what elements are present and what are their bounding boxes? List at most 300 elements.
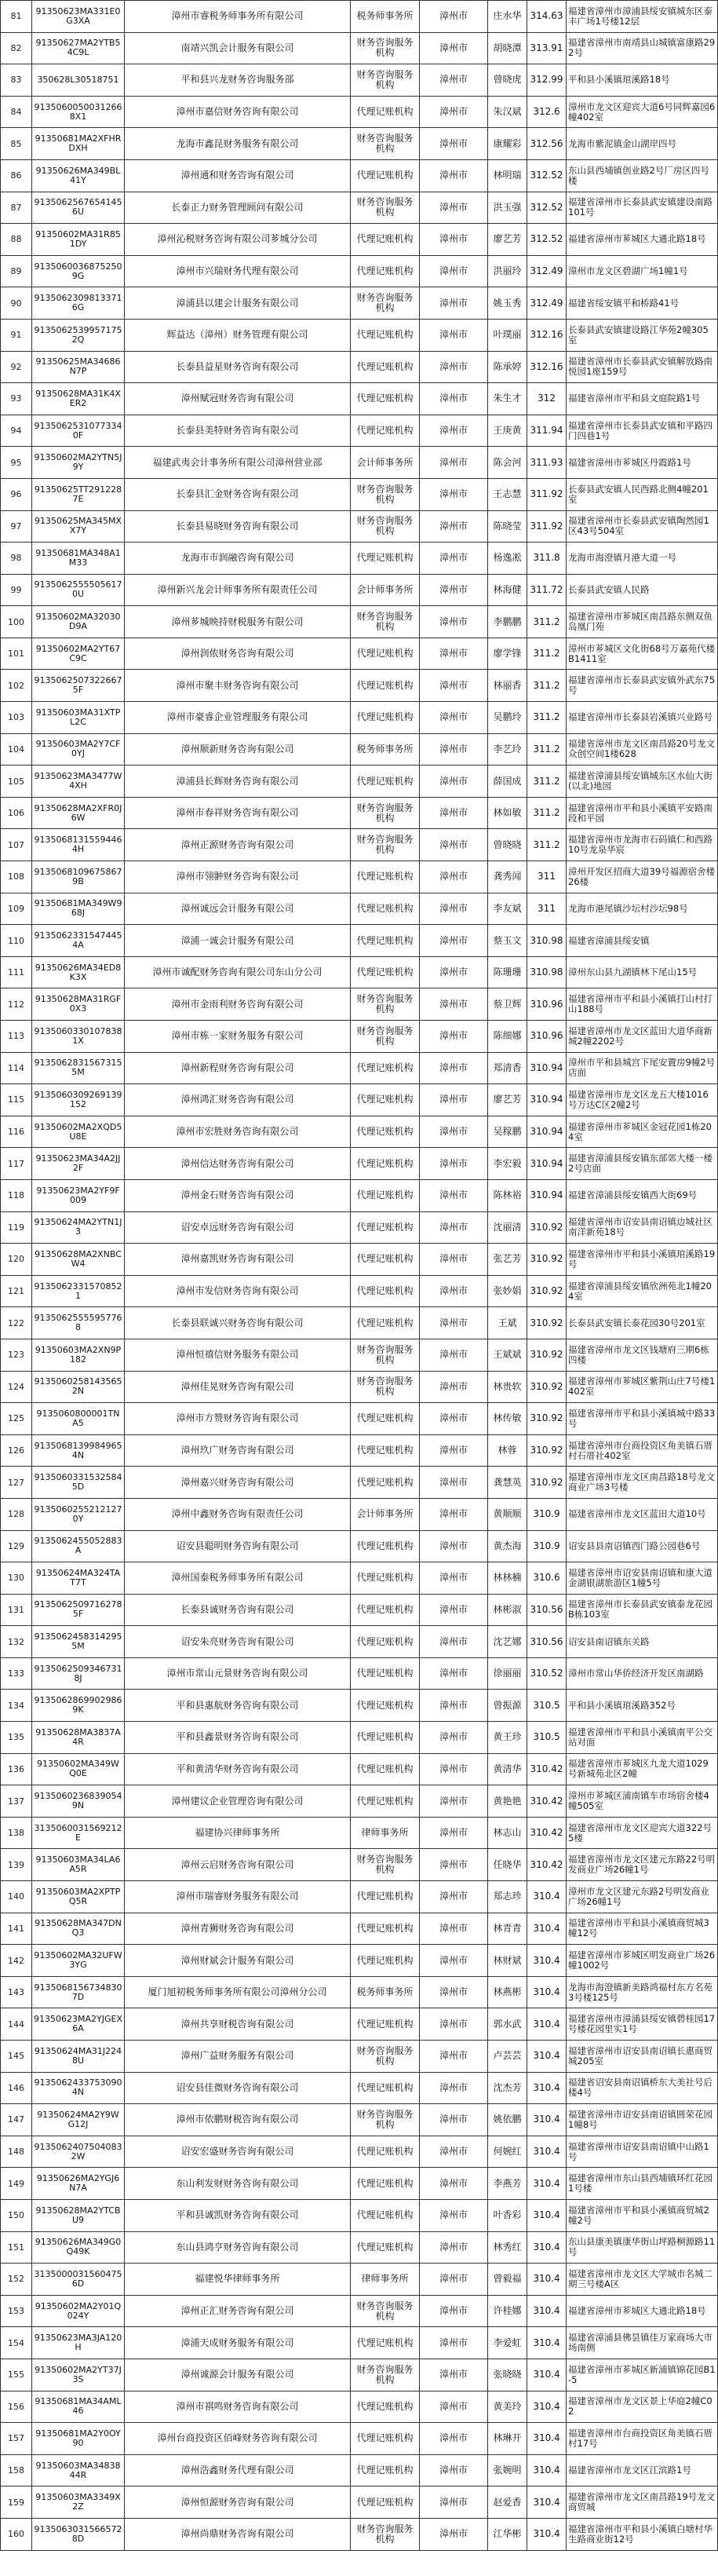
row-number-cell: 81 [1,1,32,33]
organization-name-cell: 漳州共享财税咨询有限公司 [125,2008,351,2041]
table-row [1,1021,718,1053]
responsible-person-cell: 林志山 [488,1817,527,1849]
score-cell: 312.56 [527,128,567,160]
score-cell: 310.4 [527,1881,567,1913]
organization-name-cell: 漳州市睿税务师事务所有限公司 [125,1,351,33]
organization-type-cell: 律师事务所 [351,1817,420,1849]
organization-type-cell: 代理记账机构 [351,2486,420,2519]
table-row [1,574,718,606]
responsible-person-cell: 卢芸芸 [488,2041,527,2073]
score-cell: 312.16 [527,351,567,383]
table-row [1,2231,718,2264]
city-cell: 漳州市 [420,1626,488,1658]
credit-code-cell: 91350681567348307D [32,1976,125,2008]
organization-type-cell: 代理记账机构 [351,383,420,415]
score-cell: 310.42 [527,1849,567,1881]
responsible-person-cell: 林丽香 [488,670,527,702]
organization-type-cell: 代理记账机构 [351,1179,420,1211]
row-number-cell: 101 [1,638,32,670]
table-row [1,64,718,97]
score-cell: 312.6 [527,96,567,128]
responsible-person-cell: 王庚黄 [488,415,527,447]
organization-name-cell: 龙海市市润融咨询有限公司 [125,543,351,575]
organization-name-cell: 漳州金石财务咨询有限公司 [125,1179,351,1211]
city-cell: 漳州市 [420,1467,488,1499]
organization-name-cell: 辉益达（漳州）财务管理有限公司 [125,319,351,351]
organization-type-cell: 代理记账机构 [351,2136,420,2168]
table-row [1,1403,718,1435]
score-cell: 311.92 [527,478,567,510]
score-cell: 310.92 [527,1275,567,1307]
organization-type-cell: 财务咨询服务机构 [351,1339,420,1371]
address-cell: 福建省漳州市芗城区丹霞路1号 [567,447,718,479]
credit-code-cell: 3135060031569212E [32,1817,125,1849]
city-cell: 漳州市 [420,1562,488,1595]
address-cell: 福建省漳州市诏安县南诏镇和康大道金湖银湖旅游区1幢5号 [567,1562,718,1595]
row-number-cell: 84 [1,96,32,128]
responsible-person-cell: 陈承婷 [488,351,527,383]
city-cell: 漳州市 [420,1594,488,1626]
credit-code-cell: 91350603MA31XTPL2C [32,702,125,734]
credit-code-cell: 91350602MA32030D9A [32,606,125,638]
city-cell: 漳州市 [420,606,488,638]
row-number-cell: 89 [1,255,32,287]
organization-type-cell: 代理记账机构 [351,670,420,702]
address-cell: 福建省漳州市长泰县岩溪镇兴业路号 [567,702,718,734]
organization-name-cell: 龙海市鑫昆财务服务有限公司 [125,128,351,160]
city-cell: 漳州市 [420,64,488,97]
table-row [1,638,718,670]
responsible-person-cell: 杨逸凇 [488,543,527,575]
table-row [1,32,718,64]
score-cell: 310.42 [527,1785,567,1818]
organization-name-cell: 平和县诚凯财务咨询有限公司 [125,2199,351,2231]
address-cell: 漳州市芗城区浦南镇车市场宿舍楼4幢505室 [567,1785,718,1818]
score-cell: 312.99 [527,64,567,97]
score-cell: 310.98 [527,956,567,988]
score-cell: 311.2 [527,606,567,638]
table-row [1,1594,718,1626]
credit-code-cell: 91350603MA2XN9P182 [32,1339,125,1371]
row-number-cell: 97 [1,510,32,543]
organization-name-cell: 厦门旭初税务师事务所有限公司漳州分公司 [125,1976,351,2008]
score-cell: 311.2 [527,733,567,765]
table-row [1,2072,718,2104]
credit-code-cell: 91350602MA2XQD5U8E [32,1116,125,1148]
city-cell: 漳州市 [420,797,488,829]
organization-type-cell: 会计师事务所 [351,447,420,479]
responsible-person-cell: 黄艳艳 [488,1785,527,1818]
row-number-cell: 128 [1,1498,32,1530]
city-cell: 漳州市 [420,2391,488,2423]
table-row [1,415,718,447]
credit-code-cell: 91350602368390549N [32,1785,125,1818]
address-cell: 漳州市平和县城宫下尾安置房9幢2号店面 [567,1052,718,1084]
row-number-cell: 159 [1,2486,32,2519]
organization-name-cell: 漳州市金雨利财务咨询有限公司 [125,988,351,1021]
row-number-cell: 127 [1,1467,32,1499]
organization-type-cell: 代理记账机构 [351,1307,420,1339]
table-row [1,797,718,829]
row-number-cell: 145 [1,2041,32,2073]
organization-type-cell: 代理记账机构 [351,1657,420,1690]
organization-name-cell: 漳州国泰税务师事务所有限公司 [125,1562,351,1595]
score-cell: 310.4 [527,2072,567,2104]
address-cell: 漳州市芗城区文化街68号万嘉苑代楼B1411室 [567,638,718,670]
credit-code-cell: 91350681MA2Y0OY90 [32,2423,125,2455]
address-cell: 福建省漳州市平和县小溪镇平安路南段和平园 [567,797,718,829]
credit-code-cell: 91350628MA2XNBCW4 [32,1244,125,1276]
credit-code-cell: 91350624MA31J2248U [32,2041,125,2073]
score-cell: 310.4 [527,2454,567,2486]
table-row [1,510,718,543]
organization-name-cell: 漳州鸿汇财务咨询有限公司 [125,1084,351,1116]
row-number-cell: 144 [1,2008,32,2041]
responsible-person-cell: 曾振源 [488,1690,527,1722]
address-cell: 福建省漳州市平和县小溪镇琯溪路19号 [567,1244,718,1276]
organization-type-cell: 代理记账机构 [351,1211,420,1244]
organization-name-cell: 东山利发财财务咨询有限公司 [125,2168,351,2200]
credit-code-cell: 91350628MA31RGF0X3 [32,988,125,1021]
credit-code-cell: 91350603MA2XPTPQ5R [32,1881,125,1913]
organization-type-cell: 代理记账机构 [351,1403,420,1435]
city-cell: 漳州市 [420,1530,488,1562]
credit-code-cell: 91350630315665728D [32,2518,125,2550]
city-cell: 漳州市 [420,1244,488,1276]
city-cell: 漳州市 [420,2168,488,2200]
responsible-person-cell: 林明瑞 [488,159,527,192]
table-row [1,733,718,765]
table-row [1,2264,718,2296]
table-row [1,1913,718,1945]
city-cell: 漳州市 [420,2295,488,2327]
row-number-cell: 146 [1,2072,32,2104]
credit-code-cell: 91350623MA3477W4XH [32,765,125,798]
score-cell: 312.52 [527,224,567,256]
responsible-person-cell: 李爱虹 [488,2327,527,2359]
organization-name-cell: 漳州浩鑫财务代理有限公司 [125,2454,351,2486]
responsible-person-cell: 徐丽丽 [488,1657,527,1690]
credit-code-cell: 91350681MA34AML46 [32,2391,125,2423]
table-row [1,478,718,510]
address-cell: 福建省漳州市芗城区新浦镇锦花园B1-5 [567,2359,718,2391]
credit-code-cell: 9135060800001TNA5 [32,1403,125,1435]
organization-type-cell: 代理记账机构 [351,2008,420,2041]
organization-type-cell: 财务咨询服务机构 [351,510,420,543]
credit-code-cell: 91350623MA3JA120H [32,2327,125,2359]
organization-type-cell: 代理记账机构 [351,861,420,893]
credit-code-cell: 91350624583142955M [32,1626,125,1658]
organization-name-cell: 长泰正力财务管理顾问有限公司 [125,192,351,224]
address-cell: 福建省漳州市长泰县武安镇泰龙花园B栋103室 [567,1594,718,1626]
organization-name-cell: 漳州市祺鸣财务咨询有限公司 [125,2391,351,2423]
organization-name-cell: 漳浦县以建会计服务有限公司 [125,287,351,320]
organization-type-cell: 代理记账机构 [351,159,420,192]
responsible-person-cell: 叶璞丽 [488,319,527,351]
table-row [1,702,718,734]
address-cell: 漳州开发区招商大道39号福源宿舍楼26楼 [567,861,718,893]
score-cell: 311.94 [527,415,567,447]
address-cell: 福建省漳州市芗城区大通北路18号 [567,2295,718,2327]
score-cell: 311.92 [527,510,567,543]
credit-code-cell: 91350626MA349BL41Y [32,159,125,192]
row-number-cell: 87 [1,192,32,224]
credit-code-cell: 31350000315604756D [32,2264,125,2296]
row-number-cell: 88 [1,224,32,256]
address-cell: 福建省漳州市东山县西埔镇环红花园1号楼 [567,2168,718,2200]
responsible-person-cell: 郑清香 [488,1052,527,1084]
address-cell: 长泰县武安镇人民路 [567,574,718,606]
table-row [1,670,718,702]
score-cell: 311.2 [527,670,567,702]
organization-type-cell: 财务咨询服务机构 [351,2518,420,2550]
organization-name-cell: 诏安县聪明财务咨询有限公司 [125,1530,351,1562]
organization-type-cell: 代理记账机构 [351,224,420,256]
organization-name-cell: 漳州尚鼎财务咨询有限公司 [125,2518,351,2550]
city-cell: 漳州市 [420,2041,488,2073]
organization-type-cell: 财务咨询服务机构 [351,797,420,829]
score-cell: 310.5 [527,1690,567,1722]
organization-name-cell: 诏安卓远财务咨询有限公司 [125,1211,351,1244]
responsible-person-cell: 张艺芳 [488,1244,527,1276]
responsible-person-cell: 洪玉强 [488,192,527,224]
table-row [1,2391,718,2423]
address-cell: 福建省漳州市平和县小溪镇南平公交站对面 [567,1722,718,1754]
organization-name-cell: 漳州市常山元景财务咨询有限公司 [125,1657,351,1690]
address-cell: 诏安县县南诏镇西门路公园巷6号 [567,1530,718,1562]
organization-name-cell: 漳州市兴瑞财务代理有限公司 [125,255,351,287]
organization-type-cell: 代理记账机构 [351,2423,420,2455]
row-number-cell: 104 [1,733,32,765]
table-row [1,1179,718,1211]
address-cell: 福建省漳州市漳浦县绥安镇城东区泰丰广场1号楼12层 [567,1,718,33]
table-row [1,1211,718,1244]
address-cell: 平和县小溪镇琯溪路352号 [567,1690,718,1722]
score-cell: 311.2 [527,829,567,861]
address-cell: 福建省漳州市台商投资区角美镇石厝村石厝社402室 [567,1434,718,1467]
organization-name-cell: 漳州台商投资区佰峰财务咨询有限公司 [125,2423,351,2455]
organization-name-cell: 漳州市聚丰财务咨询有限公司 [125,670,351,702]
table-row [1,159,718,192]
credit-code-cell: 91350681MA2XFHRDXH [32,128,125,160]
organization-name-cell: 长泰县诚财务咨询有限公司 [125,1594,351,1626]
credit-code-cell: 91350603MA34LA6A5R [32,1849,125,1881]
organization-name-cell: 漳州市瑞睿财务服务有限公司 [125,1881,351,1913]
score-cell: 310.96 [527,1021,567,1053]
organization-type-cell: 税务师事务所 [351,1976,420,2008]
responsible-person-cell: 陈晓莹 [488,510,527,543]
address-cell: 福建省漳州市龙文区龙五大楼1016号万达C区2幢2号 [567,1084,718,1116]
address-cell: 福建省漳州市平和县文庭院路1号 [567,383,718,415]
row-number-cell: 82 [1,32,32,64]
row-number-cell: 91 [1,319,32,351]
responsible-person-cell: 黄顺顺 [488,1498,527,1530]
organization-type-cell: 代理记账机构 [351,1753,420,1785]
responsible-person-cell: 黄王珍 [488,1722,527,1754]
organization-type-cell: 律师事务所 [351,2264,420,2296]
responsible-person-cell: 林蓉 [488,1434,527,1467]
organization-name-cell: 漳州恒禧信财务服务有限公司 [125,1339,351,1371]
table-row [1,543,718,575]
organization-type-cell: 代理记账机构 [351,2391,420,2423]
table-row [1,606,718,638]
responsible-person-cell: 沈丽清 [488,1211,527,1244]
organization-name-cell: 漳州嘉凯财务咨询有限公司 [125,1244,351,1276]
responsible-person-cell: 许桂娜 [488,2295,527,2327]
city-cell: 漳州市 [420,415,488,447]
organization-name-cell: 长泰县联诚兴财务咨询有限公司 [125,1307,351,1339]
city-cell: 漳州市 [420,1945,488,1977]
credit-code-cell: 91350626MA2YGJ6N7A [32,2168,125,2200]
address-cell: 龙海市海澄镇月港大道一号 [567,543,718,575]
city-cell: 漳州市 [420,447,488,479]
score-cell: 311.8 [527,543,567,575]
city-cell: 漳州市 [420,1881,488,1913]
table-row [1,224,718,256]
row-number-cell: 103 [1,702,32,734]
responsible-person-cell: 张晓晓 [488,2359,527,2391]
responsible-person-cell: 李鹏鹏 [488,606,527,638]
address-cell: 龙海市紫泥镇金山湖岸四号 [567,128,718,160]
address-cell: 福建省诏安县南诏镇桥东大美社号后楼4号 [567,2072,718,2104]
credit-code-cell: 91350623MA2YJGEX6A [32,2008,125,2041]
responsible-person-cell: 朱生才 [488,383,527,415]
credit-code-cell: 91350681MA349W968J [32,893,125,925]
city-cell: 漳州市 [420,1371,488,1403]
organization-name-cell: 诏安县佳微财务咨询有限公司 [125,2072,351,2104]
table-row [1,2518,718,2550]
address-cell: 福建省漳浦县绥安镇东部郊大楼一楼2号店面 [567,1148,718,1180]
city-cell: 漳州市 [420,2327,488,2359]
table-row [1,1530,718,1562]
table-row [1,1275,718,1307]
organization-type-cell: 代理记账机构 [351,2454,420,2486]
credit-code-cell: 9135062455052883A [32,1530,125,1562]
score-cell: 312 [527,383,567,415]
address-cell: 福建省漳州市长泰县武安镇建设南路101号 [567,192,718,224]
city-cell: 漳州市 [420,1722,488,1754]
organization-type-cell: 财务咨询服务机构 [351,1371,420,1403]
row-number-cell: 124 [1,1371,32,1403]
row-number-cell: 139 [1,1849,32,1881]
city-cell: 漳州市 [420,255,488,287]
organization-name-cell: 平和黄清华财务咨询有限公司 [125,1753,351,1785]
city-cell: 漳州市 [420,2264,488,2296]
row-number-cell: 92 [1,351,32,383]
responsible-person-cell: 王斌斌 [488,1339,527,1371]
responsible-person-cell: 蔡玉文 [488,925,527,957]
row-number-cell: 125 [1,1403,32,1435]
table-row [1,1498,718,1530]
score-cell: 310.4 [527,2136,567,2168]
responsible-person-cell: 李燕芳 [488,2168,527,2200]
organization-type-cell: 财务咨询服务机构 [351,606,420,638]
credit-code-cell: 91350625073226675F [32,670,125,702]
row-number-cell: 138 [1,1817,32,1849]
city-cell: 漳州市 [420,1275,488,1307]
score-cell: 310.4 [527,2423,567,2455]
score-cell: 310.52 [527,1657,567,1690]
score-cell: 310.4 [527,2486,567,2519]
organization-type-cell: 代理记账机构 [351,702,420,734]
row-number-cell: 154 [1,2327,32,2359]
organization-name-cell: 漳州市发信财务咨询有限公司 [125,1275,351,1307]
table-row [1,1626,718,1658]
table-row [1,1116,718,1148]
responsible-person-cell: 康耀彩 [488,128,527,160]
organization-name-cell: 漳州财斌会计服务有限公司 [125,1945,351,1977]
table-row [1,2486,718,2519]
city-cell: 漳州市 [420,638,488,670]
row-number-cell: 156 [1,2391,32,2423]
city-cell: 漳州市 [420,1179,488,1211]
score-cell: 312.52 [527,159,567,192]
responsible-person-cell: 陈林裕 [488,1179,527,1211]
table-row [1,96,718,128]
address-cell: 福建省漳州市平和县小溪镇城中路33号 [567,1403,718,1435]
responsible-person-cell: 庄水华 [488,1,527,33]
table-row [1,351,718,383]
score-cell: 310.4 [527,1976,567,2008]
table-row [1,128,718,160]
row-number-cell: 117 [1,1148,32,1180]
organization-name-cell: 漳州赋冠财务咨询有限公司 [125,383,351,415]
credit-code-cell: 91350603MA2Y7CF0YJ [32,733,125,765]
organization-type-cell: 代理记账机构 [351,1530,420,1562]
score-cell: 310.92 [527,1467,567,1499]
score-cell: 312.49 [527,255,567,287]
address-cell: 福建省漳浦县绥安镇西大街69号 [567,1179,718,1211]
organization-type-cell: 代理记账机构 [351,1116,420,1148]
score-cell: 310.4 [527,2264,567,2296]
row-number-cell: 93 [1,383,32,415]
score-cell: 311.93 [527,447,567,479]
credit-code-cell: 91350623315474454A [32,925,125,957]
credit-code-cell: 91350625MA345MXX7Y [32,510,125,543]
score-cell: 313.91 [527,32,567,64]
city-cell: 漳州市 [420,1817,488,1849]
row-number-cell: 148 [1,2136,32,2168]
address-cell: 福建省漳州市长泰县武安镇外武东75号 [567,670,718,702]
address-cell: 福建省漳州市龙文区江滨路1号 [567,2454,718,2486]
credit-code-cell: 91350625MA34686N7P [32,351,125,383]
organization-type-cell: 代理记账机构 [351,2072,420,2104]
address-cell: 福建省漳浦县佛昙镇佳万家商场大市场南侧 [567,2327,718,2359]
row-number-cell: 132 [1,1626,32,1658]
table-row [1,1976,718,2008]
responsible-person-cell: 任晓华 [488,1849,527,1881]
credit-code-cell: 91350603301078381X [32,1021,125,1053]
city-cell: 漳州市 [420,2423,488,2455]
organization-name-cell: 漳州云启财务咨询有限公司 [125,1849,351,1881]
row-number-cell: 86 [1,159,32,192]
responsible-person-cell: 廖艺芳 [488,224,527,256]
table-row [1,1084,718,1116]
organization-name-cell: 漳浦县长辉财务咨询有限公司 [125,765,351,798]
score-cell: 310.92 [527,1434,567,1467]
organization-type-cell: 代理记账机构 [351,319,420,351]
city-cell: 漳州市 [420,2136,488,2168]
organization-type-cell: 代理记账机构 [351,2168,420,2200]
row-number-cell: 134 [1,1690,32,1722]
address-cell: 漳州市常山华侨经济开发区南湖路 [567,1657,718,1690]
organization-name-cell: 漳浦天成财务服务有限公司 [125,2327,351,2359]
city-cell: 漳州市 [420,2486,488,2519]
credit-code-cell: 91350628MA347DNQ3 [32,1913,125,1945]
city-cell: 漳州市 [420,1,488,33]
score-cell: 311.2 [527,702,567,734]
score-cell: 310.4 [527,2199,567,2231]
